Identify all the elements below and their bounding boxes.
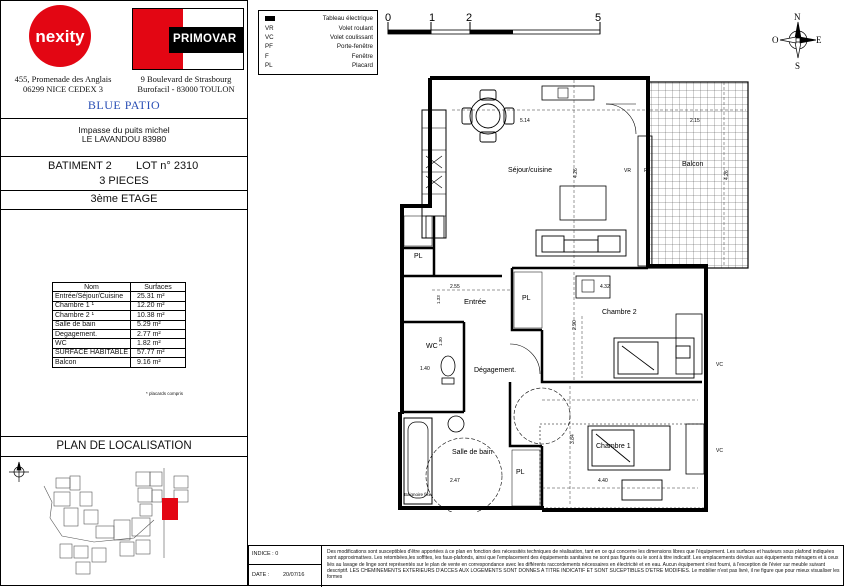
surface-value: 12.20 m² bbox=[131, 301, 186, 310]
indice-label: INDICE : 0 bbox=[252, 551, 279, 557]
scale-tick: 5 bbox=[595, 12, 602, 24]
legend-box bbox=[258, 10, 378, 75]
primovar-address-line1: 9 Boulevard de Strasbourg bbox=[140, 74, 232, 84]
room-label-sdb: Salle de bain bbox=[452, 449, 493, 456]
legend-row bbox=[265, 43, 373, 52]
nexity-address bbox=[4, 74, 122, 94]
project-city: LE LAVANDOU 83980 bbox=[81, 134, 167, 144]
electrical-panel-icon bbox=[265, 16, 275, 21]
surface-name: SURFACE HABITABLE bbox=[53, 348, 131, 357]
floor-label: 3ème ETAGE bbox=[90, 193, 158, 205]
surface-name: WC bbox=[53, 339, 131, 348]
table-row bbox=[53, 339, 186, 348]
compass-n: N bbox=[794, 12, 801, 22]
legend-row bbox=[265, 15, 373, 24]
surface-name: Salle de bain bbox=[53, 320, 131, 329]
table-row bbox=[53, 311, 186, 320]
bathtub-label: Baignoire fixe bbox=[404, 492, 432, 497]
nexity-logo bbox=[24, 4, 96, 68]
dim-label: 5.14 bbox=[520, 118, 530, 124]
legend-label: Porte-fenêtre bbox=[336, 43, 373, 50]
lot-highlight bbox=[162, 498, 178, 520]
dining-table-icon bbox=[462, 90, 514, 142]
compass-o: O bbox=[772, 35, 779, 45]
primovar-logo bbox=[132, 8, 244, 70]
dim-label: 4.40 bbox=[598, 478, 608, 484]
vc-label: VC bbox=[716, 362, 723, 368]
pf-label: PF bbox=[644, 168, 651, 174]
table-row bbox=[53, 329, 186, 338]
bed-icon bbox=[588, 426, 670, 500]
legend-code: PL bbox=[265, 62, 273, 69]
scale-tick: 2 bbox=[466, 12, 473, 24]
surfaces-header-surface: Surfaces bbox=[131, 283, 186, 292]
surface-name: Chambre 2 ¹ bbox=[53, 311, 131, 320]
placard-label: PL bbox=[522, 295, 531, 302]
surfaces-footnote: * placards compris bbox=[146, 391, 184, 396]
legend-code: VR bbox=[265, 25, 274, 32]
rooms-label: 3 PIECES bbox=[99, 175, 149, 187]
localisation-title: PLAN DE LOCALISATION bbox=[56, 440, 192, 452]
surface-name: Degagement. bbox=[53, 329, 131, 338]
mini-compass-icon bbox=[9, 462, 29, 482]
dim-label: 2.90 bbox=[572, 320, 578, 330]
primovar-logo-text: PRIMOVAR bbox=[173, 33, 237, 45]
date-value: 20/07/16 bbox=[283, 572, 305, 578]
legend-row bbox=[265, 62, 373, 71]
surface-value: 1.82 m² bbox=[131, 339, 186, 348]
surface-value: 5.29 m² bbox=[131, 320, 186, 329]
legend-label: Fenêtre bbox=[351, 53, 373, 60]
room-label-entree: Entrée bbox=[464, 297, 487, 306]
legend-code: PF bbox=[265, 43, 273, 50]
room-label-sejour: Séjour/cuisine bbox=[508, 167, 552, 174]
surfaces-table bbox=[52, 282, 186, 368]
table-row bbox=[53, 358, 186, 367]
scale-tick: 0 bbox=[385, 12, 392, 24]
footer-notes bbox=[248, 545, 844, 586]
primovar-address bbox=[126, 74, 246, 94]
legend-label: Placard bbox=[352, 62, 373, 69]
vr-label: VR bbox=[624, 168, 631, 174]
room-label-chambre1: Chambre 1 bbox=[596, 443, 631, 450]
placard-label: PL bbox=[516, 469, 525, 476]
dim-label: 1.33 bbox=[436, 295, 441, 304]
floor-plan bbox=[392, 76, 754, 512]
nexity-logo-text: nexity bbox=[35, 27, 85, 46]
table-row bbox=[53, 320, 186, 329]
surface-value: 10.38 m² bbox=[131, 311, 186, 320]
legend-row bbox=[265, 53, 373, 62]
bed-icon bbox=[614, 338, 694, 378]
vc-label: VC bbox=[716, 448, 723, 454]
dim-label: 2.47 bbox=[450, 478, 460, 484]
surface-value: 9.16 m² bbox=[131, 358, 186, 367]
legend-row bbox=[265, 25, 373, 34]
legend-label: Tableau électrique bbox=[322, 15, 373, 22]
location-map bbox=[4, 458, 246, 584]
room-label-chambre2: Chambre 2 bbox=[602, 309, 637, 316]
surface-name: Balcon bbox=[53, 358, 131, 367]
surface-name: Entrée/Séjour/Cuisine bbox=[53, 292, 131, 301]
project-name: BLUE PATIO bbox=[87, 98, 161, 112]
compass-icon bbox=[770, 8, 830, 72]
legend-label: Volet roulant bbox=[338, 25, 373, 32]
dim-label: 4.32 bbox=[600, 284, 610, 290]
surface-value: 25.31 m² bbox=[131, 292, 186, 301]
placard-label: PL bbox=[414, 253, 423, 260]
lot-label: LOT n° 2310 bbox=[136, 160, 199, 172]
room-label-degagement: Dégagement. bbox=[474, 367, 517, 374]
dim-label: 2.55 bbox=[450, 284, 460, 290]
legend-row bbox=[265, 34, 373, 43]
table-row bbox=[53, 292, 186, 301]
nexity-address-line2: 06299 NICE CEDEX 3 bbox=[22, 84, 104, 94]
date-label: DATE : bbox=[252, 572, 270, 578]
sofa-icon bbox=[536, 230, 626, 256]
dim-label: 4.26 bbox=[724, 170, 730, 180]
dim-label: 2.15 bbox=[690, 118, 700, 124]
dim-label: 1.40 bbox=[420, 366, 430, 372]
dim-label: 3.84 bbox=[570, 434, 576, 444]
scale-tick: 1 bbox=[429, 12, 436, 24]
compass-s: S bbox=[795, 61, 801, 71]
nexity-address-line1: 455, Promenade des Anglais bbox=[14, 74, 112, 84]
dim-label: 1.30 bbox=[438, 337, 443, 346]
surface-value: 57.77 m² bbox=[131, 348, 186, 357]
legend-code: VC bbox=[265, 34, 274, 41]
room-label-balcon: Balcon bbox=[682, 161, 704, 168]
primovar-address-line2: Burofacil - 83000 TOULON bbox=[137, 84, 235, 94]
disclaimer-text: Des modifications sont susceptibles d'être apportées à ce plan en fonction des nécessités techniques de réalisation, tant en ce qui concerne les dimensions libres que l'équipement. Les surfaces et hauteurs sous plafond indiquées sont approximatives. Les retombées,les soffites, les faux-plafonds, ainsi que l'emplacement des équipements sanitaires ne sont pas figurés ou le sont à titre indicatif. Les emplacements dévolus aux équipements ménagers et à ceux liés au lavage de linge sont représentés sur le plan de vente en correspondance avec les différents raccordements nécessaires en électricité et en eau. Aucun équipement n'est fourni, à l'exception de l'évier sur meuble suivant descriptif. LES CHEMINEMENTS EXTERIEURS D'ACCES AUX LOGEMENTS SONT DONNES A TITRE INDICATIF ET SONT SUCEPTIBLES D'ETRE MODIFIES. Le mobilier n'est pas livré, il ne figure que pour mieux visualiser les formes bbox=[327, 549, 840, 581]
surface-value: 2.77 m² bbox=[131, 329, 186, 338]
scale-bar bbox=[380, 8, 610, 42]
building-label: BATIMENT 2 bbox=[48, 160, 112, 172]
room-label-wc: WC bbox=[426, 343, 438, 350]
surfaces-header-name: Nom bbox=[53, 283, 131, 292]
compass-e: E bbox=[816, 35, 822, 45]
dim-label: 4.26 bbox=[573, 168, 579, 178]
table-row bbox=[53, 348, 186, 357]
table-row bbox=[53, 301, 186, 310]
legend-code: F bbox=[265, 53, 269, 60]
legend-label: Volet coulissant bbox=[330, 34, 373, 41]
project-street: Impasse du puits michel bbox=[78, 125, 170, 135]
surface-name: Chambre 1 ¹ bbox=[53, 301, 131, 310]
